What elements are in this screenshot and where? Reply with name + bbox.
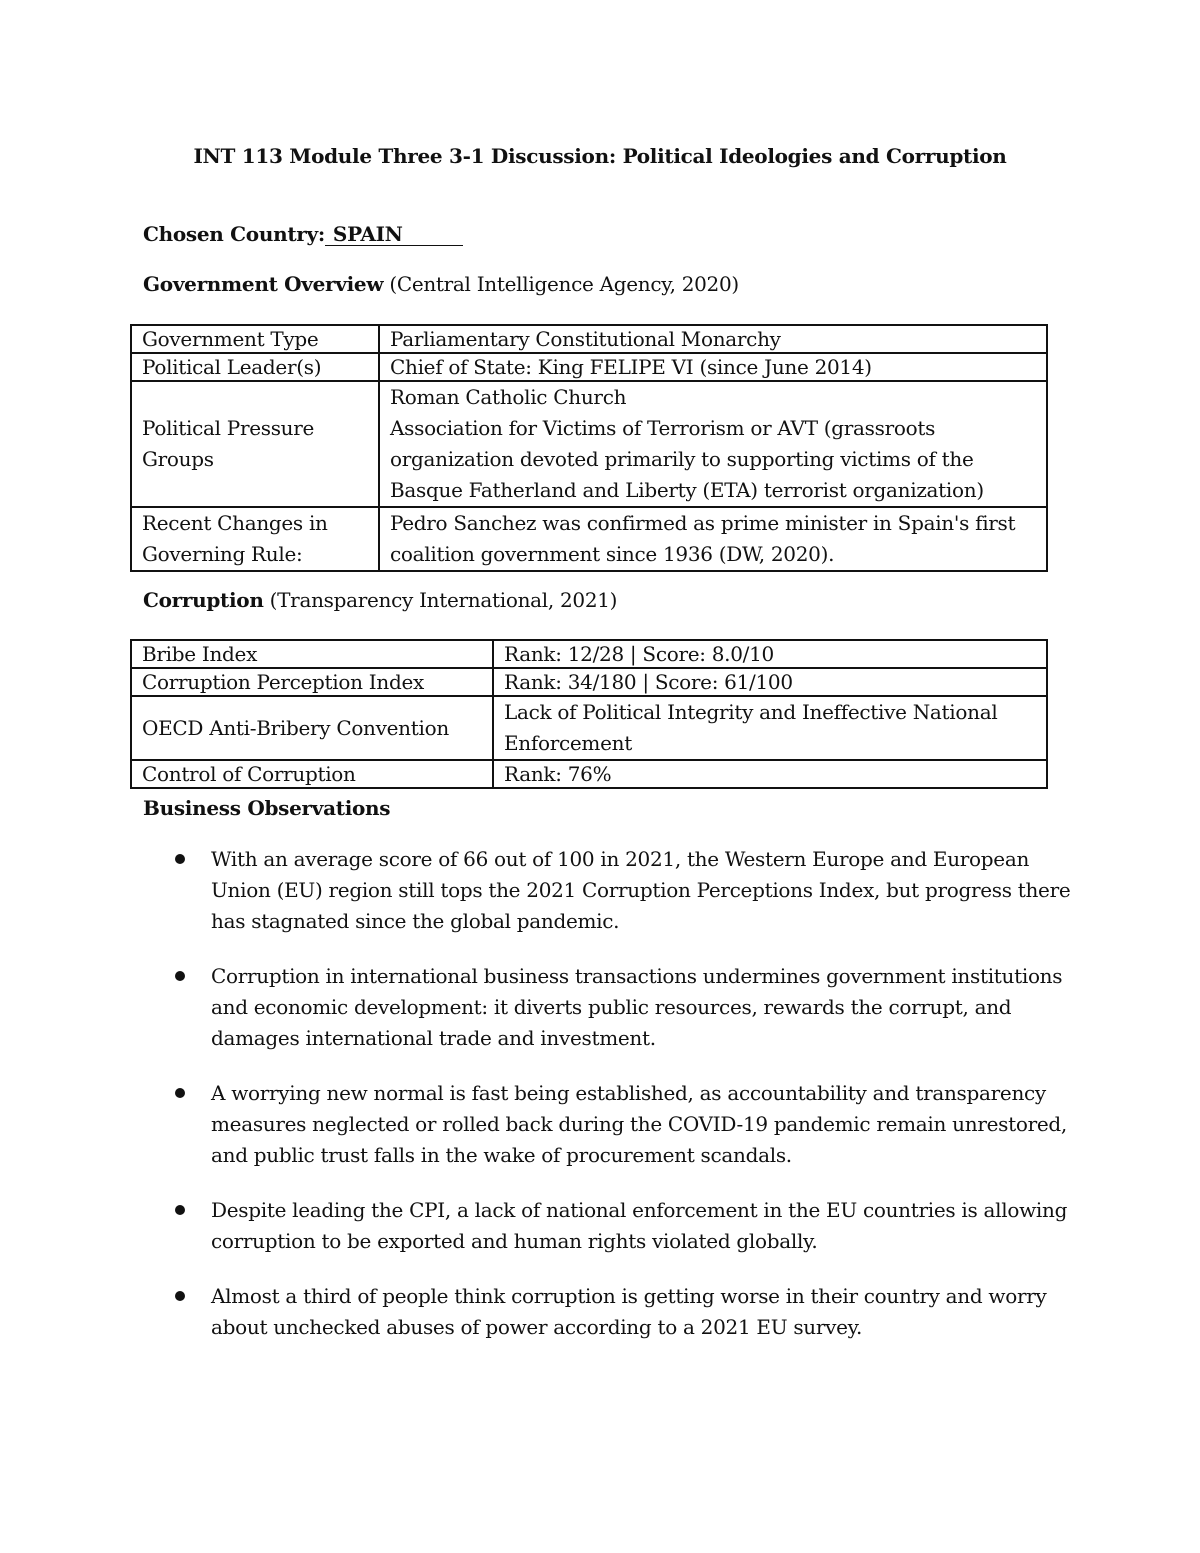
table-value-cell: Rank: 76% <box>493 760 1047 788</box>
bullet-icon <box>175 971 185 981</box>
corruption-heading: Corruption <box>143 588 264 612</box>
table-key-cell: Bribe Index <box>131 640 493 668</box>
table-value-cell <box>379 381 1047 507</box>
table-value-cell: Chief of State: King FELIPE VI (since June 2014) <box>379 353 1047 381</box>
table-value-cell: Parliamentary Constitutional Monarchy <box>379 325 1047 353</box>
table-key-cell: Political Leader(s) <box>131 353 379 381</box>
chosen-country-label: Chosen Country: <box>143 222 325 246</box>
corruption-table <box>130 639 1048 789</box>
table-row <box>131 640 1047 668</box>
table-key-cell: Control of Corruption <box>131 760 493 788</box>
table-key-cell: OECD Anti-Bribery Convention <box>131 696 493 760</box>
bullet-icon <box>175 1088 185 1098</box>
list-item <box>173 1281 1073 1343</box>
list-item <box>173 1195 1073 1257</box>
list-item-text: Corruption in international business transactions undermines government institutions and economic development: it diverts public resources, rewards the corrupt, and damages international trade and investment. <box>211 964 1063 1050</box>
corruption-heading-line <box>143 586 617 614</box>
government-overview-table <box>130 324 1048 572</box>
pressure-group-item: Association for Victims of Terrorism or AVT (grassroots organization devoted primarily to supporting victims of the Basque Fatherland and Liberty (ETA) terrorist organization) <box>390 416 984 502</box>
table-row <box>131 507 1047 571</box>
list-item-text: Almost a third of people think corruption is getting worse in their country and worry about unchecked abuses of power according to a 2021 EU survey. <box>211 1284 1047 1339</box>
list-item <box>173 844 1073 937</box>
government-overview-heading-line <box>143 270 739 298</box>
table-key-cell: Corruption Perception Index <box>131 668 493 696</box>
table-key-cell: Political Pressure Groups <box>131 381 379 507</box>
government-overview-heading: Government Overview <box>143 272 384 296</box>
table-key-cell: Government Type <box>131 325 379 353</box>
list-item <box>173 961 1073 1054</box>
table-value-cell: Rank: 34/180 | Score: 61/100 <box>493 668 1047 696</box>
table-row <box>131 381 1047 507</box>
business-observations-list <box>173 844 1073 1367</box>
business-observations-heading-line <box>143 794 390 822</box>
table-row <box>131 353 1047 381</box>
government-overview-citation: (Central Intelligence Agency, 2020) <box>389 272 739 296</box>
list-item-text: With an average score of 66 out of 100 in 2021, the Western Europe and European Union (EU) region still tops the 2021 Corruption Perceptions Index, but progress there has stagnated since the global pandemic. <box>211 847 1071 933</box>
table-key-cell: Recent Changes in Governing Rule: <box>131 507 379 571</box>
bullet-icon <box>175 854 185 864</box>
table-row <box>131 760 1047 788</box>
corruption-citation: (Transparency International, 2021) <box>269 588 618 612</box>
list-item-text: Despite leading the CPI, a lack of national enforcement in the EU countries is allowing corruption to be exported and human rights violated globally. <box>211 1198 1068 1253</box>
table-row <box>131 668 1047 696</box>
chosen-country-line <box>143 220 463 248</box>
table-value-cell: Lack of Political Integrity and Ineffective National Enforcement <box>493 696 1047 760</box>
table-row <box>131 325 1047 353</box>
table-row <box>131 696 1047 760</box>
business-observations-heading: Business Observations <box>143 796 391 820</box>
bullet-icon <box>175 1291 185 1301</box>
document-title: INT 113 Module Three 3-1 Discussion: Political Ideologies and Corruption <box>193 144 1007 168</box>
table-value-cell: Pedro Sanchez was confirmed as prime minister in Spain's first coalition government since 1936 (DW, 2020). <box>379 507 1047 571</box>
list-item <box>173 1078 1073 1171</box>
list-item-text: A worrying new normal is fast being established, as accountability and transparency measures neglected or rolled back during the COVID-19 pandemic remain unrestored, and public trust falls in the wake of procurement scandals. <box>211 1081 1067 1167</box>
table-value-cell: Rank: 12/28 | Score: 8.0/10 <box>493 640 1047 668</box>
chosen-country-value: SPAIN <box>325 223 463 246</box>
bullet-icon <box>175 1205 185 1215</box>
pressure-group-item: Roman Catholic Church <box>390 385 627 409</box>
